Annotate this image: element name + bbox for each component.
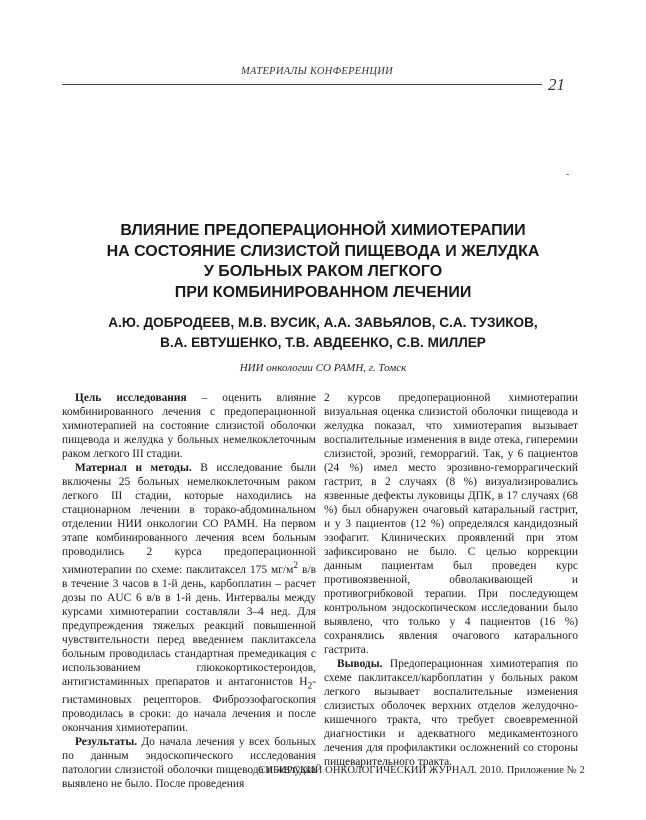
running-title: МАТЕРИАЛЫ КОНФЕРЕНЦИИ <box>240 66 394 77</box>
aim-label: Цель исследования <box>75 392 187 404</box>
aim-text: – оценить влияние комбинированного лечения с предоперационной химиотерапией на состояние слизистой оболочки пищевода и желудка у больных немелкоклеточным раком легкого III стадии. <box>62 392 316 460</box>
results-paragraph <box>62 735 316 791</box>
methods-text: В исследование были включены 25 больных немелкоклеточным раком легкого III стадии, которые находились на стационарном лечении в торако-абдоминальном отделении НИИ онкологии СО РАМН. На первом этапе комбинированного лечения всем больным проводились 2 курса предоперационной химиотерапии по схеме: паклитаксел 175 мг/м <box>62 462 316 576</box>
header-rule <box>62 84 542 85</box>
conclusions-paragraph <box>324 657 578 769</box>
results-continuation: 2 курсов предоперационной химиотерапии визуальная оценка слизистой оболочки пищевода и желудка показал, что химиотерапия вызывает воспалительные изменения в виде отека, гиперемии слизистой, эрозий, геморрагий. Так, у 6 пациентов (24 %) имел место эрозивно-геморрагический гастрит, в 2 случаях (8 %) визуализировались язвенные дефекты луковицы ДПК, в 17 случаях (68 %) был обнаружен очаговый катаральный гастрит, и у 3 пациентов (12 %) определялся кандидозный эзофагит. Клинических проявлений при этом зафиксировано не было. С целью коррекции данным пациентам был проведен курс противоязвенной, обволакивающей и противогрибковой терапии. При последующем контрольном эндоскопическом исследовании было выявлено, что только у 4 пациентов (16 %) сохранялись явления очагового катарального гастрита. <box>324 392 578 656</box>
results-text: До начала лечения у всех больных по данным эндоскопического исследования патологии слизистой оболочки пищевода и желудка выявлено не было. После проведения <box>62 736 316 791</box>
methods-text: -гистаминовых рецепторов. Фиброэзофагоскопия проводилась в сроки: до начала лечения и после окончания химиотерапии. <box>62 675 316 735</box>
conclusions-label: Выводы. <box>337 658 383 670</box>
authors-line: А.Ю. ДОБРОДЕЕВ, М.В. ВУСИК, А.А. ЗАВЬЯЛОВ, С.А. ТУЗИКОВ, <box>108 315 538 330</box>
authors <box>60 313 586 352</box>
right-column <box>324 391 578 769</box>
title-line: ПРИ КОМБИНИРОВАННОМ ЛЕЧЕНИИ <box>174 283 472 301</box>
title-line: НА СОСТОЯНИЕ СЛИЗИСТОЙ ПИЩЕВОДА И ЖЕЛУДКА <box>106 242 540 260</box>
title-line: У БОЛЬНЫХ РАКОМ ЛЕГКОГО <box>203 263 443 280</box>
aim-paragraph <box>62 391 316 461</box>
methods-superscript: 2 <box>293 561 299 571</box>
results-label: Результаты. <box>75 736 138 749</box>
methods-text: в/в в течение 3 часов в 1-й день, карбоплатин – расчет дозы по AUC 6 в/в в 1-й день. Интервалы между курсами химиотерапии составляли 3–4 нед. Для предупреждения тяжелых реакций повышенной чувствительности перед введением паклитаксела больным проводилась стандартная премедикация с использованием глюкокортикостероидов, антигистаминных препаратов и антагонистов H <box>62 563 316 688</box>
affiliation: НИИ онкологии СО РАМН, г. Томск <box>239 362 407 374</box>
conclusions-text: Предоперационная химиотерапия по схеме паклитаксел/карбоплатин у больных раком легкого вызывает воспалительные изменения слизистых оболочек верхних отделов желудочно-кишечного тракта, что требует своевременной диагностики и адекватного медикаментозного лечения для профилактики осложнений со стороны пищеварительного тракта. <box>324 658 578 768</box>
left-column <box>62 391 316 791</box>
page-number: 21 <box>548 75 565 94</box>
authors-line: В.А. ЕВТУШЕНКО, Т.В. АВДЕЕНКО, С.В. МИЛЛЕР <box>160 334 486 350</box>
stray-mark: - <box>566 169 570 180</box>
methods-paragraph <box>62 461 316 735</box>
article-title <box>60 221 586 303</box>
title-line: ВЛИЯНИЕ ПРЕДОПЕРАЦИОННОЙ ХИМИОТЕРАПИИ <box>120 222 526 239</box>
methods-subscript: 2 <box>307 681 313 692</box>
methods-label: Материал и методы. <box>75 462 192 474</box>
journal-footer: СИБИРСКИЙ ОНКОЛОГИЧЕСКИЙ ЖУРНАЛ. 2010. Приложение № 2 <box>258 765 585 776</box>
